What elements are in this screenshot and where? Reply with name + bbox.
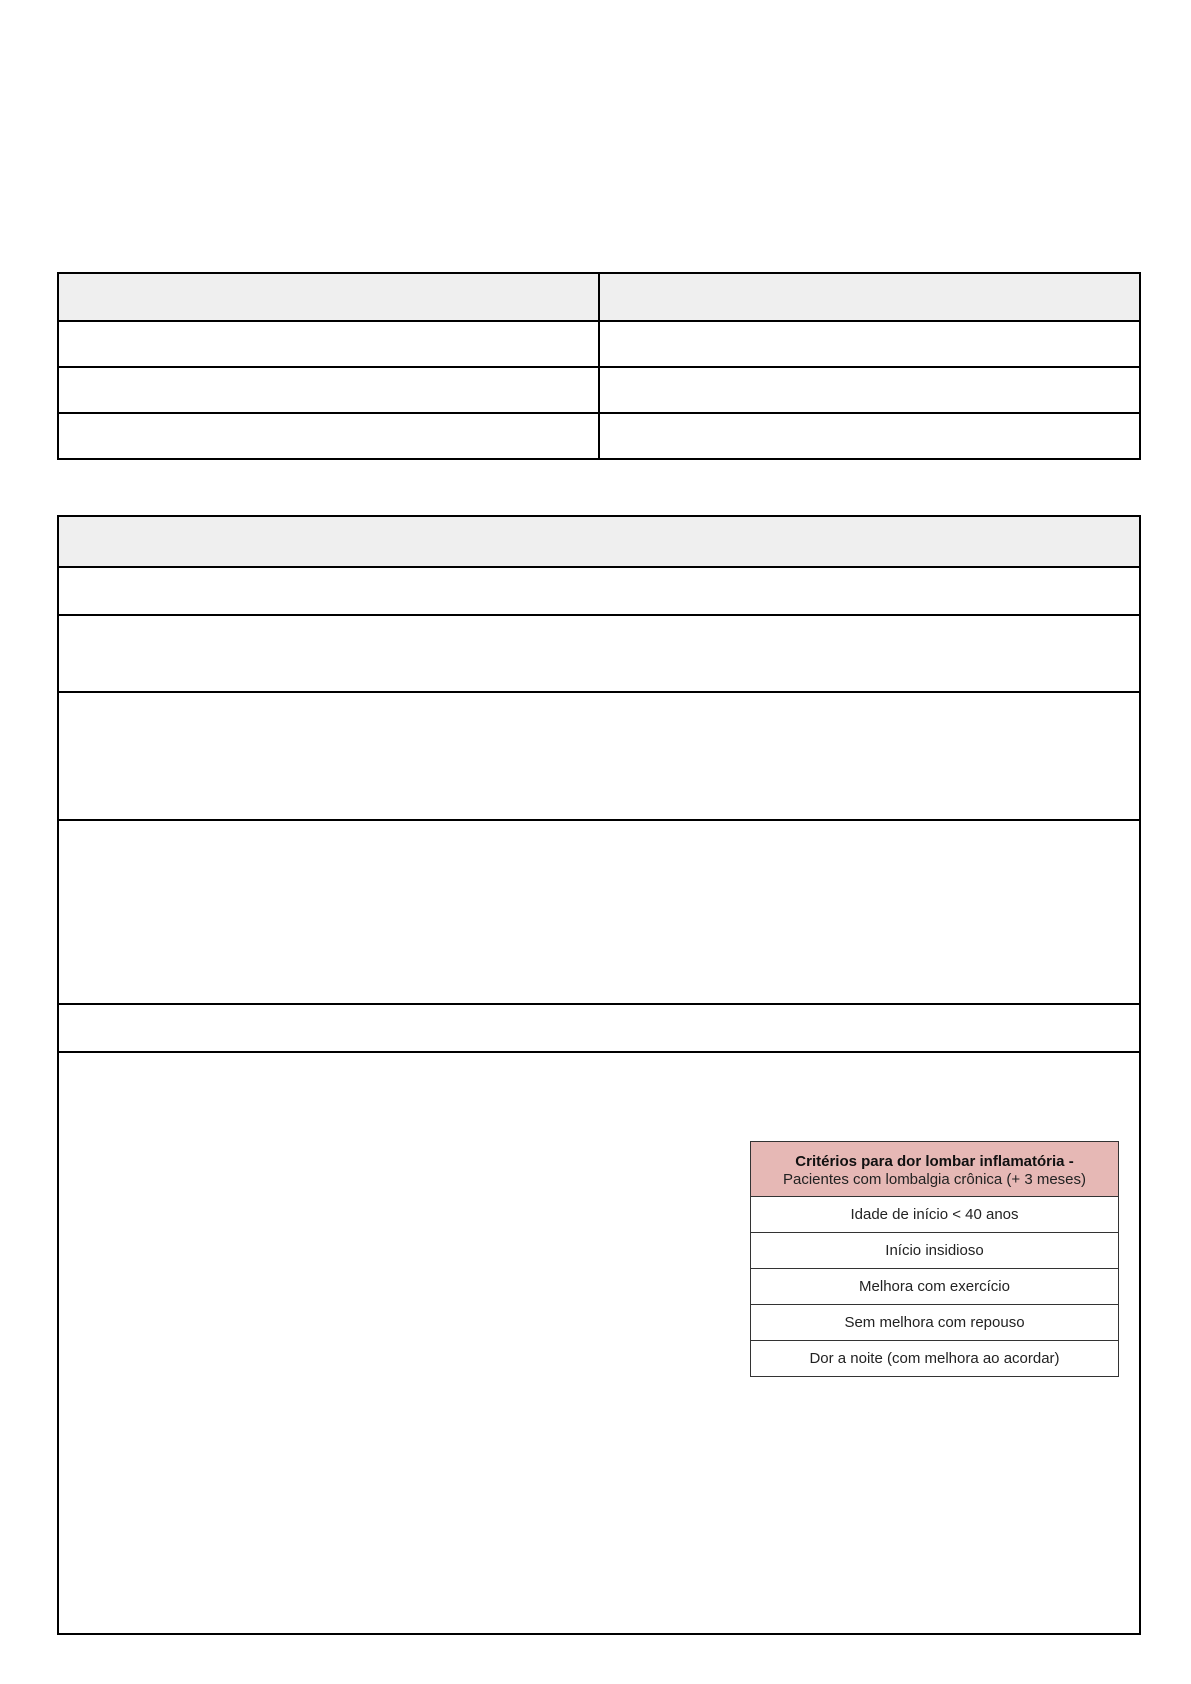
main-table-row	[58, 1004, 1140, 1052]
main-table-cell[interactable]	[58, 567, 1140, 615]
criteria-header-row	[751, 1142, 1119, 1197]
main-table-cell[interactable]	[58, 1004, 1140, 1052]
main-table-header-cell	[58, 516, 1140, 567]
criteria-row	[751, 1269, 1119, 1305]
main-table-row	[58, 567, 1140, 615]
top-table-cell[interactable]	[58, 413, 599, 459]
main-table-row	[58, 820, 1140, 1004]
top-table-header-cell-left	[58, 273, 599, 321]
main-table-cell[interactable]	[58, 692, 1140, 820]
top-table-cell[interactable]	[58, 367, 599, 413]
criteria-item: Idade de início < 40 anos	[751, 1197, 1119, 1233]
criteria-row	[751, 1341, 1119, 1377]
top-table-row	[58, 413, 1140, 459]
main-table-row	[58, 692, 1140, 820]
top-table-cell[interactable]	[599, 367, 1140, 413]
top-table-cell[interactable]	[599, 413, 1140, 459]
main-form-table	[57, 515, 1141, 1635]
top-table-row	[58, 367, 1140, 413]
main-table-header-row	[58, 516, 1140, 567]
criteria-header-cell	[751, 1142, 1119, 1197]
top-table-cell[interactable]	[599, 321, 1140, 367]
top-table-row	[58, 321, 1140, 367]
top-info-table	[57, 272, 1141, 460]
criteria-title: Critérios para dor lombar inflamatória -	[795, 1153, 1074, 1170]
criteria-item: Dor a noite (com melhora ao acordar)	[751, 1341, 1119, 1377]
criteria-item: Melhora com exercício	[751, 1269, 1119, 1305]
criteria-item: Sem melhora com repouso	[751, 1305, 1119, 1341]
inflammatory-back-pain-criteria-table	[750, 1141, 1119, 1377]
criteria-subtitle: Pacientes com lombalgia crônica (+ 3 meses)	[782, 1171, 1087, 1188]
main-table-cell[interactable]	[58, 615, 1140, 692]
criteria-item: Início insidioso	[751, 1233, 1119, 1269]
criteria-row	[751, 1197, 1119, 1233]
top-table-header-cell-right	[599, 273, 1140, 321]
main-table-cell[interactable]	[58, 820, 1140, 1004]
top-table-header-row	[58, 273, 1140, 321]
criteria-row	[751, 1305, 1119, 1341]
main-table-row	[58, 615, 1140, 692]
top-table-cell[interactable]	[58, 321, 599, 367]
criteria-row	[751, 1233, 1119, 1269]
